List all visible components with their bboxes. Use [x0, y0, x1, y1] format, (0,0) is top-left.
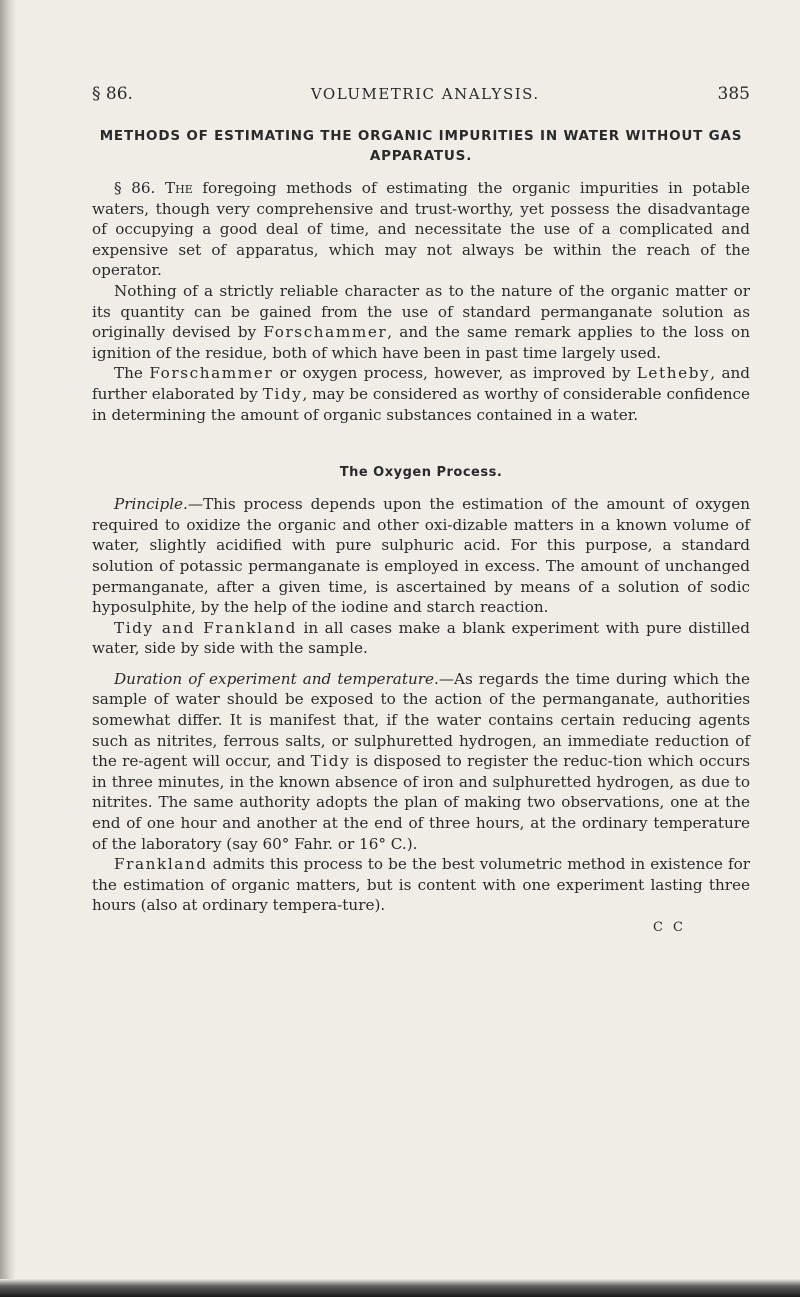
- text-run: —As regards the time during which the sample of water should be exposed to the action of the permanganate, authorities somewhat differ. It is manifest that, if the water contains certain reducing agents such as nitrites, ferrous salts, or sulphuretted hydrogen, an immediate reduction of the re-agent will occur, and: [92, 669, 750, 771]
- author-name: Tidy and Frankland: [114, 618, 297, 637]
- paragraph-marker: § 86.: [114, 179, 156, 197]
- lead-word: The: [165, 179, 193, 197]
- paragraph-duration: [92, 669, 750, 854]
- paragraph-text: foregoing methods of estimating the organic impurities in potable waters, though very comprehensive and trust-worthy, yet possess the disadvantage of occupying a good deal of time, and necessitate the use of a complicated and expensive set of apparatus, which may not always be within the reach of the operator.: [92, 179, 751, 280]
- paragraph-frankland: [92, 854, 750, 916]
- section-marker: § 86.: [92, 84, 133, 104]
- author-name: Tidy: [310, 752, 351, 771]
- running-title: VOLUMETRIC ANALYSIS.: [310, 85, 540, 103]
- running-head: [92, 84, 750, 112]
- author-name: Forschammer: [263, 323, 388, 342]
- paragraph-blank-experiment: [92, 618, 750, 659]
- text-run: in all cases make a blank experiment with pure distilled water, side by side with the sample.: [92, 618, 750, 658]
- paragraph-principle: [92, 494, 750, 618]
- text-run: , and the same remark applies to the loss on ignition of the residue, both of which have been in past time largely used.: [92, 323, 750, 362]
- paragraph-intro: [92, 178, 750, 281]
- text-run: Nothing of a strictly reliable character as to the nature of the organic matter or its quantity can be gained from the use of standard permanganate solution as originally devised by: [92, 281, 750, 342]
- text-run: , and further elaborated by: [92, 364, 751, 403]
- section-heading: METHODS OF ESTIMATING THE ORGANIC IMPURITIES IN WATER WITHOUT GAS APPARATUS.: [99, 128, 743, 164]
- author-name: Frankland: [114, 855, 208, 874]
- page-number: 385: [717, 84, 750, 104]
- page-content: [92, 84, 750, 935]
- paragraph-reliability: [92, 281, 750, 363]
- text-run: is disposed to register the reduc-tion which occurs in three minutes, in the known absence of iron and sulphuretted hydrogen, as due to nitrites. The same authority adopts the plan of making two observations, one at the end of one hour and another at the end of three hours, at the ordinary temperature of the laboratory (say 60° Fahr. or 16° C.).: [92, 752, 750, 853]
- text-run: The: [114, 364, 143, 383]
- signature-mark: C C: [652, 920, 686, 935]
- text-run: admits this process to be the best volumetric method in existence for the estimation of organic matters, but is content with one experiment lasting three hours (also at ordinary tempera-ture).: [92, 855, 751, 915]
- text-run: , may be considered as worthy of considerable confidence in determining the amount of organic substances contained in a water.: [92, 384, 750, 424]
- page-bottom-edge: [0, 1279, 800, 1297]
- text-run: or oxygen process, however, as improved by: [279, 364, 631, 383]
- run-in-label: Duration of experiment and temperature.: [114, 669, 439, 688]
- page-edge-shadow: [0, 0, 16, 1297]
- author-name: Letheby: [636, 364, 711, 383]
- paragraph-oxygen-process: [92, 363, 750, 425]
- author-name: Forschammer: [149, 364, 274, 383]
- text-run: —This process depends upon the estimation of the amount of oxygen required to oxidize the organic and other oxi-dizable matters in a known volume of water, slightly acidified with pure sulphuric acid. For this purpose, a standard solution of potassic permanganate is employed in excess. The amount of unchanged permanganate, after a given time, is ascertained by means of a solution of sodic hyposulphite, by the help of the iodine and starch reaction.: [92, 495, 750, 617]
- author-name: Tidy: [262, 384, 303, 403]
- subheading-oxygen-process: The Oxygen Process.: [339, 465, 503, 481]
- run-in-label: Principle.: [114, 495, 188, 514]
